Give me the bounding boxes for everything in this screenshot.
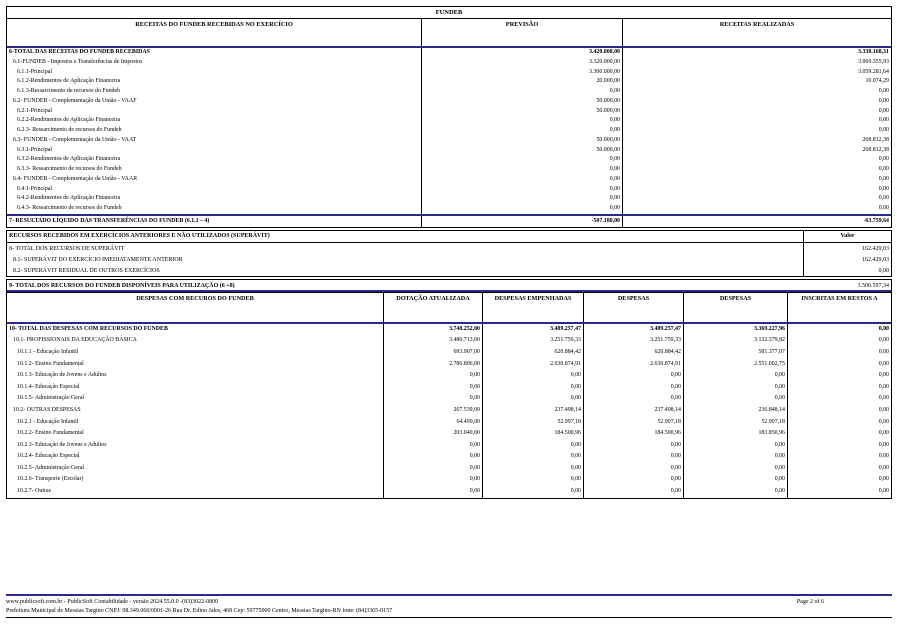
receita-realizada: 0,00	[878, 156, 889, 163]
despesa-dotacao: 64.499,00	[384, 417, 483, 429]
despesa-paga: 0,00	[684, 382, 788, 394]
receita-realizada: 0,00	[878, 117, 889, 124]
despesa-restos: 0,00	[878, 337, 889, 344]
despesa-liquidada: 0,00	[584, 440, 684, 452]
receita-previsao: 0,00	[422, 87, 623, 97]
despesa-label: 10.2.3- Educação de Jovens e Adultos	[7, 440, 384, 452]
despesa-row	[7, 440, 891, 452]
despesa-empenhada: 3.251.759,33	[483, 335, 584, 347]
despesa-label: 10.2- OUTRAS DESPESAS	[7, 405, 384, 417]
receita-label: 6.2.1-Principal	[7, 107, 422, 117]
receita-previsao: 3.320.000,00	[422, 58, 623, 68]
receita-label: 6.4.2-Rendimentos de Aplicação Financeira	[7, 194, 422, 204]
superavit-valor-label: Valor	[840, 232, 855, 239]
despesa-paga: 3.369.227,96	[684, 324, 788, 336]
receita-previsao: 0,00	[422, 155, 623, 165]
receita-label: 7- RESULTADO LÍQUIDO DAS TRANSFERÊNCIAS DO FUNDEB (6.1.1 – 4)	[7, 216, 422, 227]
superavit-row	[7, 254, 891, 265]
despesa-dotacao: 0,00	[384, 486, 483, 498]
receita-label: 6.4- FUNDEB - Complementação da União - VAAR	[7, 175, 422, 185]
despesa-liquidada: 0,00	[584, 451, 684, 463]
receita-realizada: 3.338.168,31	[858, 49, 889, 55]
report-page	[6, 6, 892, 499]
despesa-liquidada: 237.498,14	[584, 405, 684, 417]
despesa-empenhada: 237.498,14	[483, 405, 584, 417]
despesa-dotacao: 203.040,00	[384, 428, 483, 440]
despesa-empenhada: 52.997,18	[483, 417, 584, 429]
despesa-label: 10.1.5- Administração Geral	[7, 393, 384, 405]
receita-realizada: 3.069.355,93	[858, 58, 889, 65]
receita-previsao: 50.000,00	[422, 107, 623, 117]
despesa-row	[7, 474, 891, 486]
despesa-label: 10.2.7- Outras	[7, 486, 384, 498]
despesa-paga: 236.848,14	[684, 405, 788, 417]
despesa-label: 10.1.3- Educação de Jovens e Adultos	[7, 370, 384, 382]
despesa-empenhada: 0,00	[483, 370, 584, 382]
receita-realizada: 0,00	[878, 185, 889, 192]
despesas-header	[7, 293, 891, 324]
receitas-col-realizadas: RECEITAS REALIZADAS	[719, 21, 795, 28]
receita-previsao: 0,00	[422, 165, 623, 175]
despesa-dotacao: 3.748.252,00	[384, 324, 483, 336]
receita-label: 6.2.3- Ressarcimento de recursos do Fundeb	[7, 126, 422, 136]
receita-label: 6-TOTAL DAS RECEITAS DO FUNDEB RECEBIDAS	[7, 48, 422, 58]
receitas-col-label: RECEITAS DO FUNDEB RECEBIDAS NO EXERCÍCIO	[7, 19, 422, 46]
receita-realizada: 268.812,38	[862, 136, 889, 143]
receita-row	[7, 126, 891, 136]
despesa-dotacao: 0,00	[384, 370, 483, 382]
despesa-restos: 0,00	[878, 360, 889, 367]
despesas-col-dotacao: DOTAÇÃO ATUALIZADA	[384, 293, 483, 322]
despesa-empenhada: 184.500,96	[483, 428, 584, 440]
despesa-dotacao: 0,00	[384, 440, 483, 452]
superavit-header	[7, 231, 891, 243]
receita-label: 6.2.2-Rendimentos de Aplicação Financeira	[7, 116, 422, 126]
despesa-row	[7, 382, 891, 394]
receita-previsao: 3.300.000,00	[422, 68, 623, 78]
despesa-label: 10- TOTAL DAS DESPESAS COM RECURSOS DO FUNDEB	[7, 324, 384, 336]
receita-previsao: 0,00	[422, 185, 623, 195]
receita-previsao: 50.000,00	[422, 146, 623, 156]
page-footer	[6, 594, 892, 618]
despesa-restos: 0,00	[878, 430, 889, 437]
receita-previsao: 0,00	[422, 175, 623, 185]
despesa-row	[7, 451, 891, 463]
receita-previsao: 20.000,00	[422, 77, 623, 87]
receita-label: 6.3.3- Ressarcimento de recursos do Fundeb	[7, 165, 422, 175]
footer-line-2: Prefeitura Municipal de Messias Targino CNPJ: 08.349.060/0001-26 Rua Dr. Edino Jales, 468 Cep: 59775000 Centro, Messias Targino-RN fone: (84)3365-0157	[6, 607, 393, 614]
receita-previsao: 0,00	[422, 204, 623, 214]
superavit-section	[6, 230, 892, 277]
receita-realizada: 0,00	[878, 107, 889, 114]
receita-label: 6.4.3- Ressarcimento de recursos do Fundeb	[7, 204, 422, 214]
receita-realizada: 0,00	[878, 205, 889, 211]
despesas-col-restos: INSCRITAS EM RESTOS A	[801, 294, 878, 302]
despesa-liquidada: 3.251.759,33	[584, 335, 684, 347]
despesa-liquidada: 2.630.874,91	[584, 359, 684, 371]
despesa-liquidada: 0,00	[584, 393, 684, 405]
despesa-liquidada: 0,00	[584, 474, 684, 486]
receita-previsao: 0,00	[422, 126, 623, 136]
superavit-value: 0,00	[878, 267, 889, 274]
despesa-liquidada: 3.489.257,47	[584, 324, 684, 336]
receitas-table-body	[7, 48, 891, 227]
page-number: Page 2 of 6	[796, 599, 824, 605]
superavit-rows	[7, 243, 891, 276]
despesa-restos: 0,00	[878, 383, 889, 390]
despesa-label: 10.2.5- Administração Geral	[7, 463, 384, 475]
despesa-paga: 0,00	[684, 486, 788, 498]
despesa-row	[7, 428, 891, 440]
despesa-paga: 3.132.379,82	[684, 335, 788, 347]
despesa-empenhada: 0,00	[483, 451, 584, 463]
receita-label: 6.3.2-Rendimentos de Aplicação Financeira	[7, 155, 422, 165]
receita-realizada: 268.812,38	[862, 146, 889, 153]
despesa-empenhada: 0,00	[483, 440, 584, 452]
despesa-dotacao: 2.786.806,00	[384, 359, 483, 371]
despesa-label: 10.2.1 - Educação Infantil	[7, 417, 384, 429]
receita-row	[7, 194, 891, 204]
despesa-empenhada: 620.884,42	[483, 347, 584, 359]
despesas-col-pagas: DESPESAS	[684, 293, 788, 322]
despesa-label: 10.1.2- Ensino Fundamental	[7, 359, 384, 371]
despesa-dotacao: 267.539,00	[384, 405, 483, 417]
despesa-empenhada: 0,00	[483, 474, 584, 486]
receita-label: 6.1.3-Ressarcimento de recursos do Fundeb	[7, 87, 422, 97]
despesa-empenhada: 3.489.257,47	[483, 324, 584, 336]
receita-previsao: 0,00	[422, 194, 623, 204]
despesa-restos: 0,00	[878, 488, 889, 495]
despesa-paga: 0,00	[684, 370, 788, 382]
despesa-paga: 0,00	[684, 474, 788, 486]
receita-row	[7, 58, 891, 68]
receita-row	[7, 136, 891, 146]
receita-realizada: 0,00	[878, 127, 889, 133]
despesa-dotacao: 693.907,00	[384, 347, 483, 359]
superavit-value: 162.429,03	[862, 256, 889, 263]
despesa-paga: 183.850,96	[684, 428, 788, 440]
despesa-restos: 0,00	[878, 418, 889, 425]
despesa-restos: 0,00	[878, 372, 889, 379]
despesa-label: 10.1.4- Educação Especial	[7, 382, 384, 394]
despesa-dotacao: 0,00	[384, 451, 483, 463]
despesa-paga: 0,00	[684, 451, 788, 463]
despesa-label: 10.2.6- Transporte (Escolar)	[7, 474, 384, 486]
despesa-liquidada: 52.997,18	[584, 417, 684, 429]
receita-row	[7, 77, 891, 87]
despesa-row	[7, 335, 891, 347]
superavit-row	[7, 265, 891, 276]
receita-previsao: -507.180,00	[422, 216, 623, 227]
receita-realizada: 10.074,29	[865, 78, 889, 85]
receita-row	[7, 155, 891, 165]
receitas-section	[6, 6, 892, 228]
despesa-row	[7, 486, 891, 498]
despesa-dotacao: 3.480.713,00	[384, 335, 483, 347]
receita-label: 6.2- FUNDEB - Complementação da União - VAAF	[7, 97, 422, 107]
despesa-liquidada: 0,00	[584, 370, 684, 382]
receita-realizada: 3.059.281,64	[858, 68, 889, 75]
receita-row	[7, 185, 891, 195]
receitas-header	[7, 19, 891, 48]
receita-row	[7, 165, 891, 175]
total-disponivel-value: 3.500.597,34	[857, 282, 889, 289]
section-title: FUNDEB	[7, 7, 891, 19]
superavit-header-label: RECURSOS RECEBIDOS EM EXERCÍCIOS ANTERIORES E NÃO UTILIZADOS (SUPERÁVIT)	[7, 231, 804, 242]
receita-previsao: 50.000,00	[422, 97, 623, 107]
receita-realizada: 0,00	[878, 166, 889, 172]
despesa-dotacao: 0,00	[384, 474, 483, 486]
receita-row	[7, 146, 891, 156]
receita-row	[7, 116, 891, 126]
despesa-liquidada: 0,00	[584, 382, 684, 394]
footer-line-1: www.publicsoft.com.br - PublicSoft Contabilidade - versão 2024.55.0.0 -(83)3022-0800	[6, 599, 219, 605]
receitas-col-previsao: PREVISÃO	[422, 19, 623, 46]
receita-row	[7, 48, 891, 58]
despesa-paga: 2.551.002,75	[684, 359, 788, 371]
despesa-label: 10.2.2- Ensino Fundamental	[7, 428, 384, 440]
receita-realizada: 0,00	[878, 175, 889, 182]
despesa-empenhada: 0,00	[483, 486, 584, 498]
superavit-total	[6, 279, 892, 292]
despesas-section	[6, 292, 892, 499]
despesa-row	[7, 359, 891, 371]
despesas-col-liquidadas: DESPESAS	[584, 293, 684, 322]
despesa-liquidada: 0,00	[584, 463, 684, 475]
despesas-col-empenhadas: DESPESAS EMPENHADAS	[483, 293, 584, 322]
despesa-empenhada: 0,00	[483, 463, 584, 475]
receita-row	[7, 107, 891, 117]
receita-row	[7, 214, 891, 227]
despesa-paga: 0,00	[684, 463, 788, 475]
receita-realizada: -63.759,64	[863, 217, 889, 224]
total-disponivel-row	[7, 280, 891, 290]
despesa-row	[7, 370, 891, 382]
receita-realizada: 0,00	[878, 88, 889, 94]
despesa-empenhada: 0,00	[483, 382, 584, 394]
despesa-liquidada: 184.500,96	[584, 428, 684, 440]
despesa-row	[7, 393, 891, 405]
receita-row	[7, 204, 891, 214]
despesa-row	[7, 347, 891, 359]
despesa-row	[7, 324, 891, 336]
despesa-label: 10.1.1 - Educação Infantil	[7, 347, 384, 359]
total-disponivel-label: 9- TOTAL DOS RECURSOS DO FUNDEB DISPONÍVEIS PARA UTILIZAÇÃO (6 +8)	[9, 282, 235, 289]
despesa-row	[7, 405, 891, 417]
despesa-paga: 0,00	[684, 440, 788, 452]
despesa-row	[7, 463, 891, 475]
despesa-label: 10.2.4- Educação Especial	[7, 451, 384, 463]
despesa-restos: 0,00	[878, 325, 889, 332]
receita-label: 6.4.1-Principal	[7, 185, 422, 195]
despesa-dotacao: 0,00	[384, 393, 483, 405]
receita-row	[7, 68, 891, 78]
despesa-paga: 0,00	[684, 393, 788, 405]
despesas-col-label: DESPESAS COM RECUROS DO FUNDEB	[7, 293, 384, 322]
receita-previsao: 50.000,00	[422, 136, 623, 146]
superavit-label: 8- TOTAL DOS RECURSOS DE SUPERÁVIT	[7, 243, 804, 254]
despesa-restos: 0,00	[878, 395, 889, 402]
despesa-dotacao: 0,00	[384, 382, 483, 394]
receita-label: 6.1.1-Principal	[7, 68, 422, 78]
despesa-empenhada: 0,00	[483, 393, 584, 405]
despesa-paga: 581.377,07	[684, 347, 788, 359]
receita-previsao: 3.420.000,00	[422, 48, 623, 58]
despesas-table-body	[7, 324, 891, 498]
receita-label: 6.1.2-Rendimentos de Aplicação Financeira	[7, 77, 422, 87]
despesa-restos: 0,00	[878, 476, 889, 483]
receita-row	[7, 87, 891, 97]
despesa-paga: 52.997,18	[684, 417, 788, 429]
superavit-label: 8.2- SUPERÁVIT RESIDUAL DE OUTROS EXERCÍCIOS	[7, 265, 804, 276]
despesa-restos: 0,00	[878, 348, 889, 355]
despesa-liquidada: 0,00	[584, 486, 684, 498]
despesa-dotacao: 0,00	[384, 463, 483, 475]
despesa-row	[7, 417, 891, 429]
despesa-liquidada: 620.884,42	[584, 347, 684, 359]
receita-label: 6.3.1-Principal	[7, 146, 422, 156]
receita-label: 6.1-FUNDEB - Impostos e Transferências de Impostos	[7, 58, 422, 68]
superavit-value: 162.429,03	[862, 245, 889, 252]
despesa-restos: 0,00	[878, 464, 889, 471]
superavit-row	[7, 243, 891, 254]
receita-realizada: 0,00	[878, 195, 889, 202]
receita-row	[7, 97, 891, 107]
receita-label: 6.3- FUNDEB - Complementação da União - VAAT	[7, 136, 422, 146]
despesa-restos: 0,00	[878, 441, 889, 448]
despesa-empenhada: 2.630.874,91	[483, 359, 584, 371]
despesa-restos: 0,00	[878, 406, 889, 413]
receita-realizada: 0,00	[878, 97, 889, 104]
superavit-label: 8.1- SUPERÁVIT DO EXERCÍCIO IMEDIATAMENTE ANTERIOR	[7, 254, 804, 265]
despesa-restos: 0,00	[878, 453, 889, 460]
receita-previsao: 0,00	[422, 116, 623, 126]
receita-row	[7, 175, 891, 185]
despesa-label: 10.1- PROFISSIONAIS DA EDUCAÇÃO BÁSICA	[7, 335, 384, 347]
